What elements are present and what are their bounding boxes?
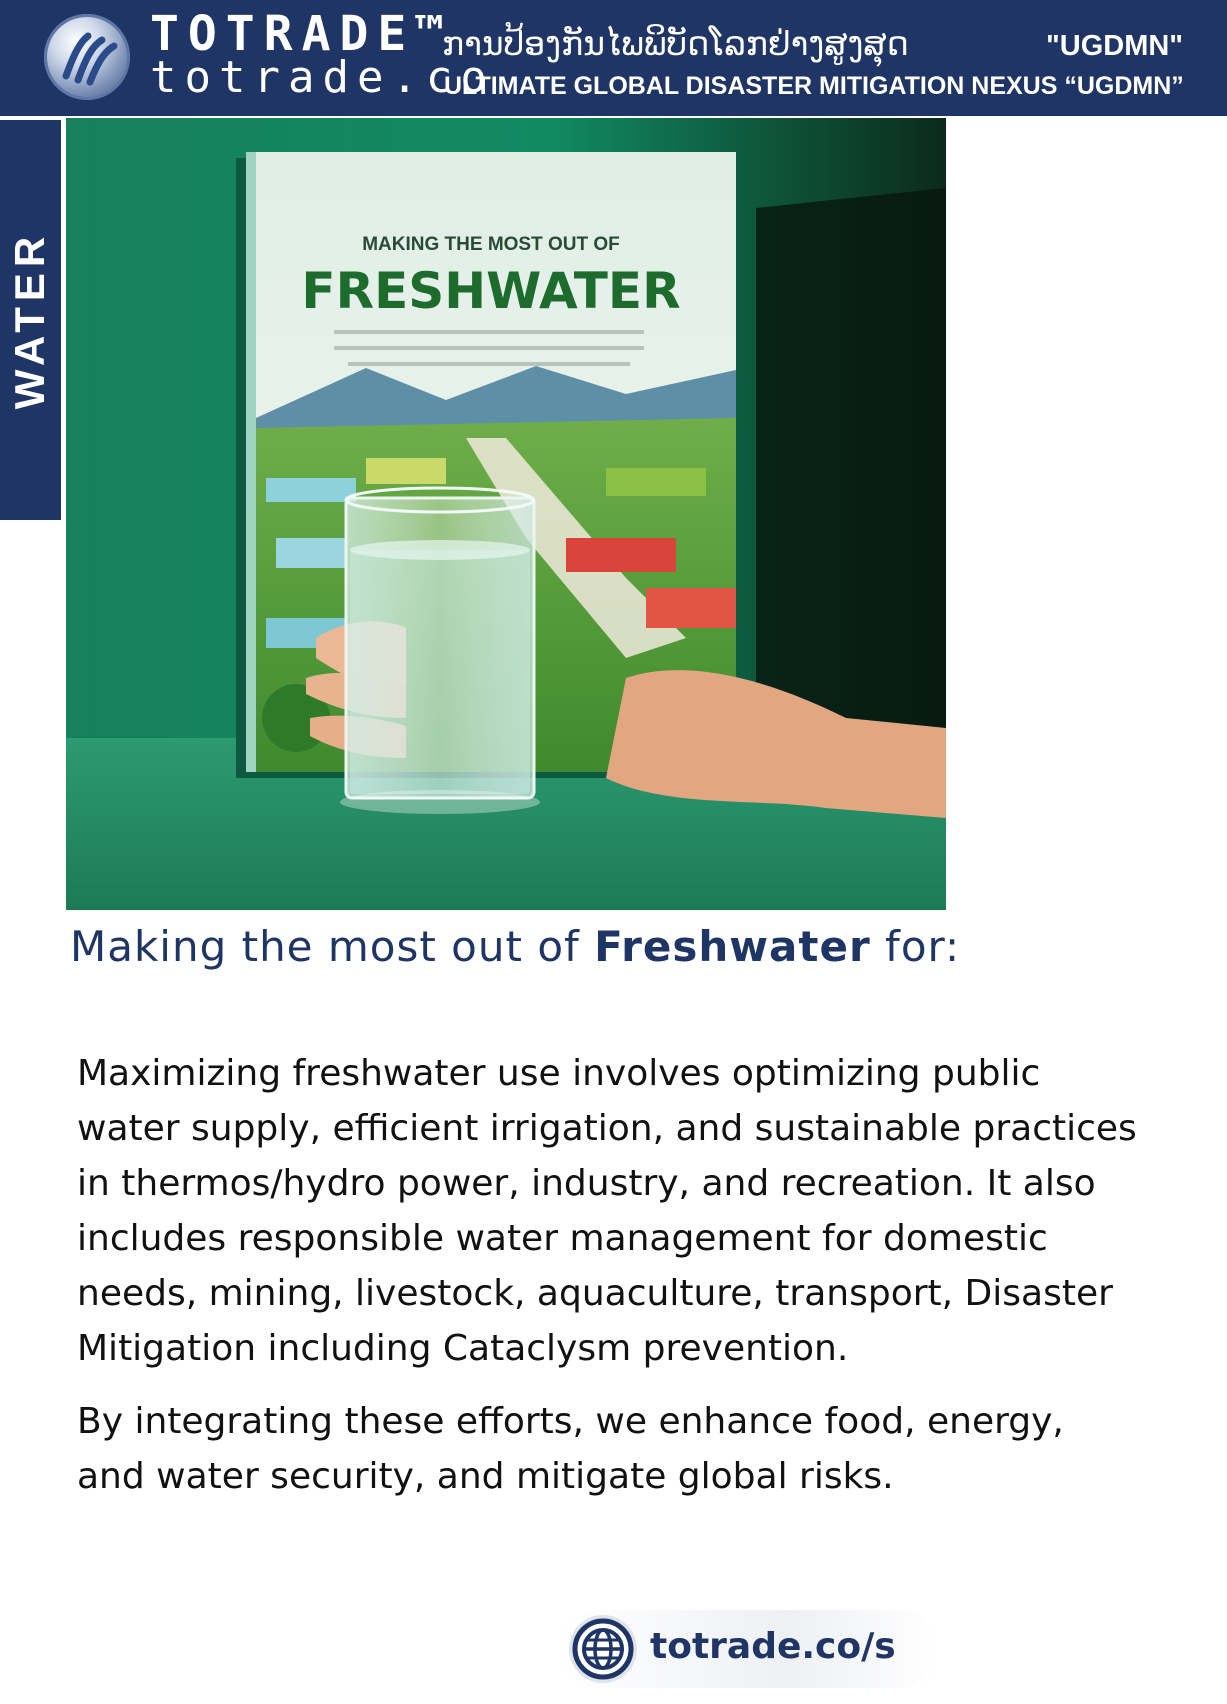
body-text <box>77 1046 1137 1504</box>
header-title-lao: ການປ້ອງກັນໄພພິບັດໂລກຢ່າງສູງສຸດ <box>442 24 909 63</box>
hero-illustration <box>66 118 946 910</box>
caption-highlight: Freshwater <box>594 922 871 971</box>
book-title: FRESHWATER <box>301 262 681 320</box>
side-tab-water <box>0 120 61 520</box>
header-title-english: ULTIMATE GLOBAL DISASTER MITIGATION NEXUS “UGDMN” <box>444 72 1184 100</box>
book-kicker: MAKING THE MOST OUT OF <box>362 234 620 255</box>
brand-site[interactable]: totrade.co <box>150 52 495 103</box>
header-title-tag: "UGDMN" <box>1046 30 1184 62</box>
brand-name: TOTRADE™ <box>150 6 454 62</box>
header-bar <box>0 0 1227 116</box>
body-paragraph: Maximizing freshwater use involves optimizing public water supply, efficient irrigation, and sustainable practices in thermos/hydro power, industry, and recreation. It also includes responsible water management for domestic needs, mining, livestock, aquaculture, transport, Disaster Mitigation including Cataclysm prevention. <box>77 1053 1137 1369</box>
body-paragraph: By integrating these efforts, we enhance food, energy, and water security, and mitigate global risks. <box>77 1401 1064 1497</box>
totrade-logo-icon[interactable] <box>44 14 130 100</box>
hero-image <box>66 118 946 910</box>
caption-prefix: Making the most out of <box>70 922 595 971</box>
side-tab-label: WATER <box>6 230 53 410</box>
globe-icon[interactable] <box>566 1612 640 1686</box>
footer-link[interactable]: totrade.co/s <box>650 1626 896 1667</box>
caption-suffix: for: <box>870 922 961 971</box>
caption <box>70 922 960 971</box>
